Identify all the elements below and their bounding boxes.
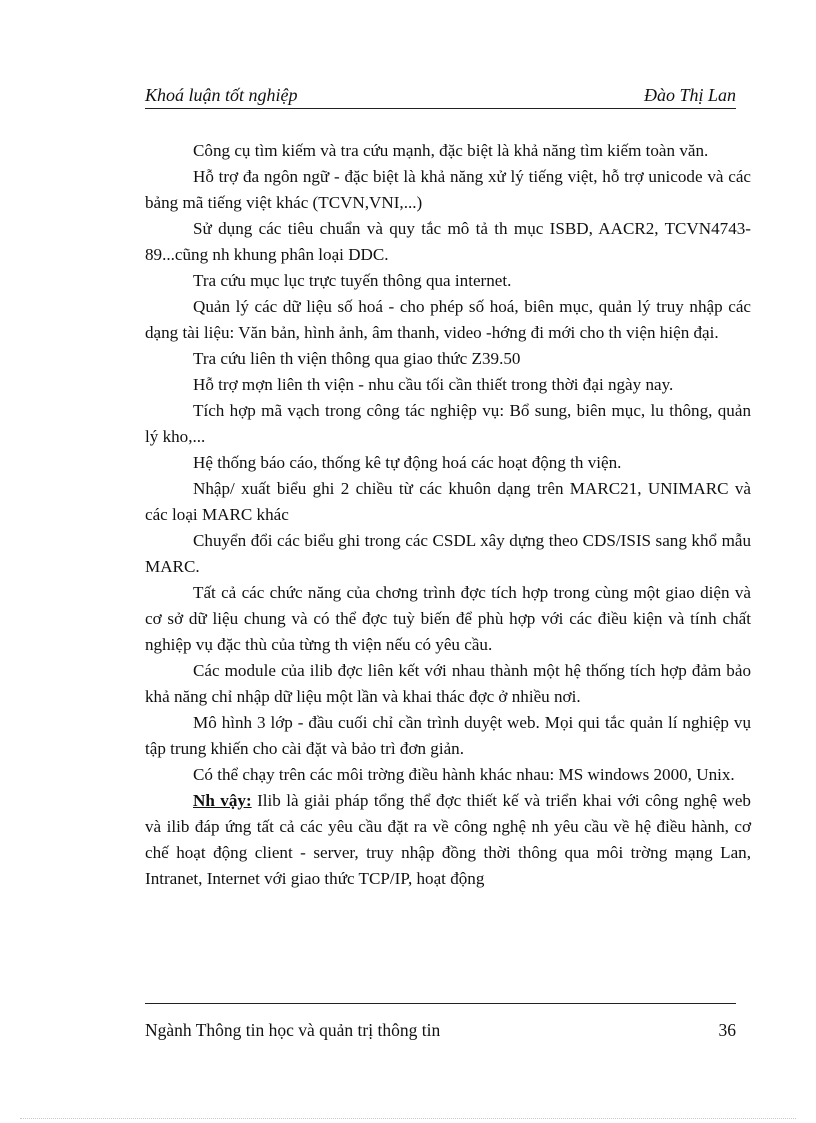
paragraph: Hệ thống báo cáo, thống kê tự động hoá các hoạt động th viện. [193, 453, 622, 472]
conclusion-text: Ilib là giải pháp tổng thể đợc thiết kế và triển khai với công nghệ web và ilib đáp ứng tất cả các yêu cầu đặt ra về công nghệ nh yêu cầu về hệ điều hành, cơ chế hoạt động client - server, truy nhập đồng thời thông qua môi trờng mạng Lan, Intranet, Internet với giao thức TCP/IP, hoạt động [145, 791, 751, 888]
conclusion-paragraph [145, 788, 751, 892]
paragraph: Mô hình 3 lớp - đầu cuối chỉ cần trình duyệt web. Mọi qui tắc quản lí nghiệp vụ tập trung khiến cho cài đặt và bảo trì đơn giản. [145, 713, 751, 758]
paragraph: Hỗ trợ đa ngôn ngữ - đặc biệt là khả năng xử lý tiếng việt, hỗ trợ unicode và các bảng mã tiếng việt khác (TCVN,VNI,...) [145, 167, 751, 212]
header-author: Đào Thị Lan [643, 85, 736, 105]
paragraph: Sử dụng các tiêu chuẩn và quy tắc mô tả th mục ISBD, AACR2, TCVN4743-89...cũng nh khung phân loại DDC. [145, 219, 751, 264]
page-number: 36 [718, 1020, 736, 1040]
paragraph: Tất cả các chức năng của chơng trình đợc tích hợp trong cùng một giao diện và cơ sở dữ liệu chung và có thể đợc tuỳ biến để phù hợp với các điều kiện và tính chất nghiệp vụ đặc thù của từng th viện nếu có yêu cầu. [145, 583, 751, 654]
conclusion-label: Nh vậy: [193, 791, 252, 810]
page-footer [145, 1019, 736, 1041]
paragraph: Hỗ trợ mợn liên th viện - nhu cầu tối cần thiết trong thời đại ngày nay. [193, 375, 674, 394]
body-text [145, 138, 751, 892]
paragraph: Quản lý các dữ liệu số hoá - cho phép số hoá, biên mục, quản lý truy nhập các dạng tài liệu: Văn bản, hình ảnh, âm thanh, video -hớng đi mới cho th viện hiện đại. [145, 297, 751, 342]
page-header [145, 84, 736, 106]
page-edge-divider [20, 1118, 796, 1119]
paragraph: Công cụ tìm kiếm và tra cứu mạnh, đặc biệt là khả năng tìm kiếm toàn văn. [193, 141, 709, 160]
paragraph: Tích hợp mã vạch trong công tác nghiệp vụ: Bổ sung, biên mục, lu thông, quản lý kho,... [145, 401, 751, 446]
paragraph: Các module của ilib đợc liên kết với nhau thành một hệ thống tích hợp đảm bảo khả năng chỉ nhập dữ liệu một lần và khai thác đợc ở nhiều nơi. [145, 661, 751, 706]
footer-department: Ngành Thông tin học và quản trị thông tin [145, 1020, 441, 1040]
header-rule [145, 108, 736, 109]
footer-rule [145, 1003, 736, 1004]
paragraph: Chuyển đổi các biểu ghi trong các CSDL xây dựng theo CDS/ISIS sang khổ mẫu MARC. [145, 531, 751, 576]
paragraph: Tra cứu liên th viện thông qua giao thức Z39.50 [193, 349, 521, 368]
paragraph: Có thể chạy trên các môi trờng điều hành khác nhau: MS windows 2000, Unix. [193, 765, 735, 784]
header-thesis-title: Khoá luận tốt nghiệp [145, 85, 298, 105]
paragraph: Nhập/ xuất biểu ghi 2 chiều từ các khuôn dạng trên MARC21, UNIMARC và các loại MARC khác [145, 479, 751, 524]
paragraph: Tra cứu mục lục trực tuyến thông qua internet. [193, 271, 512, 290]
